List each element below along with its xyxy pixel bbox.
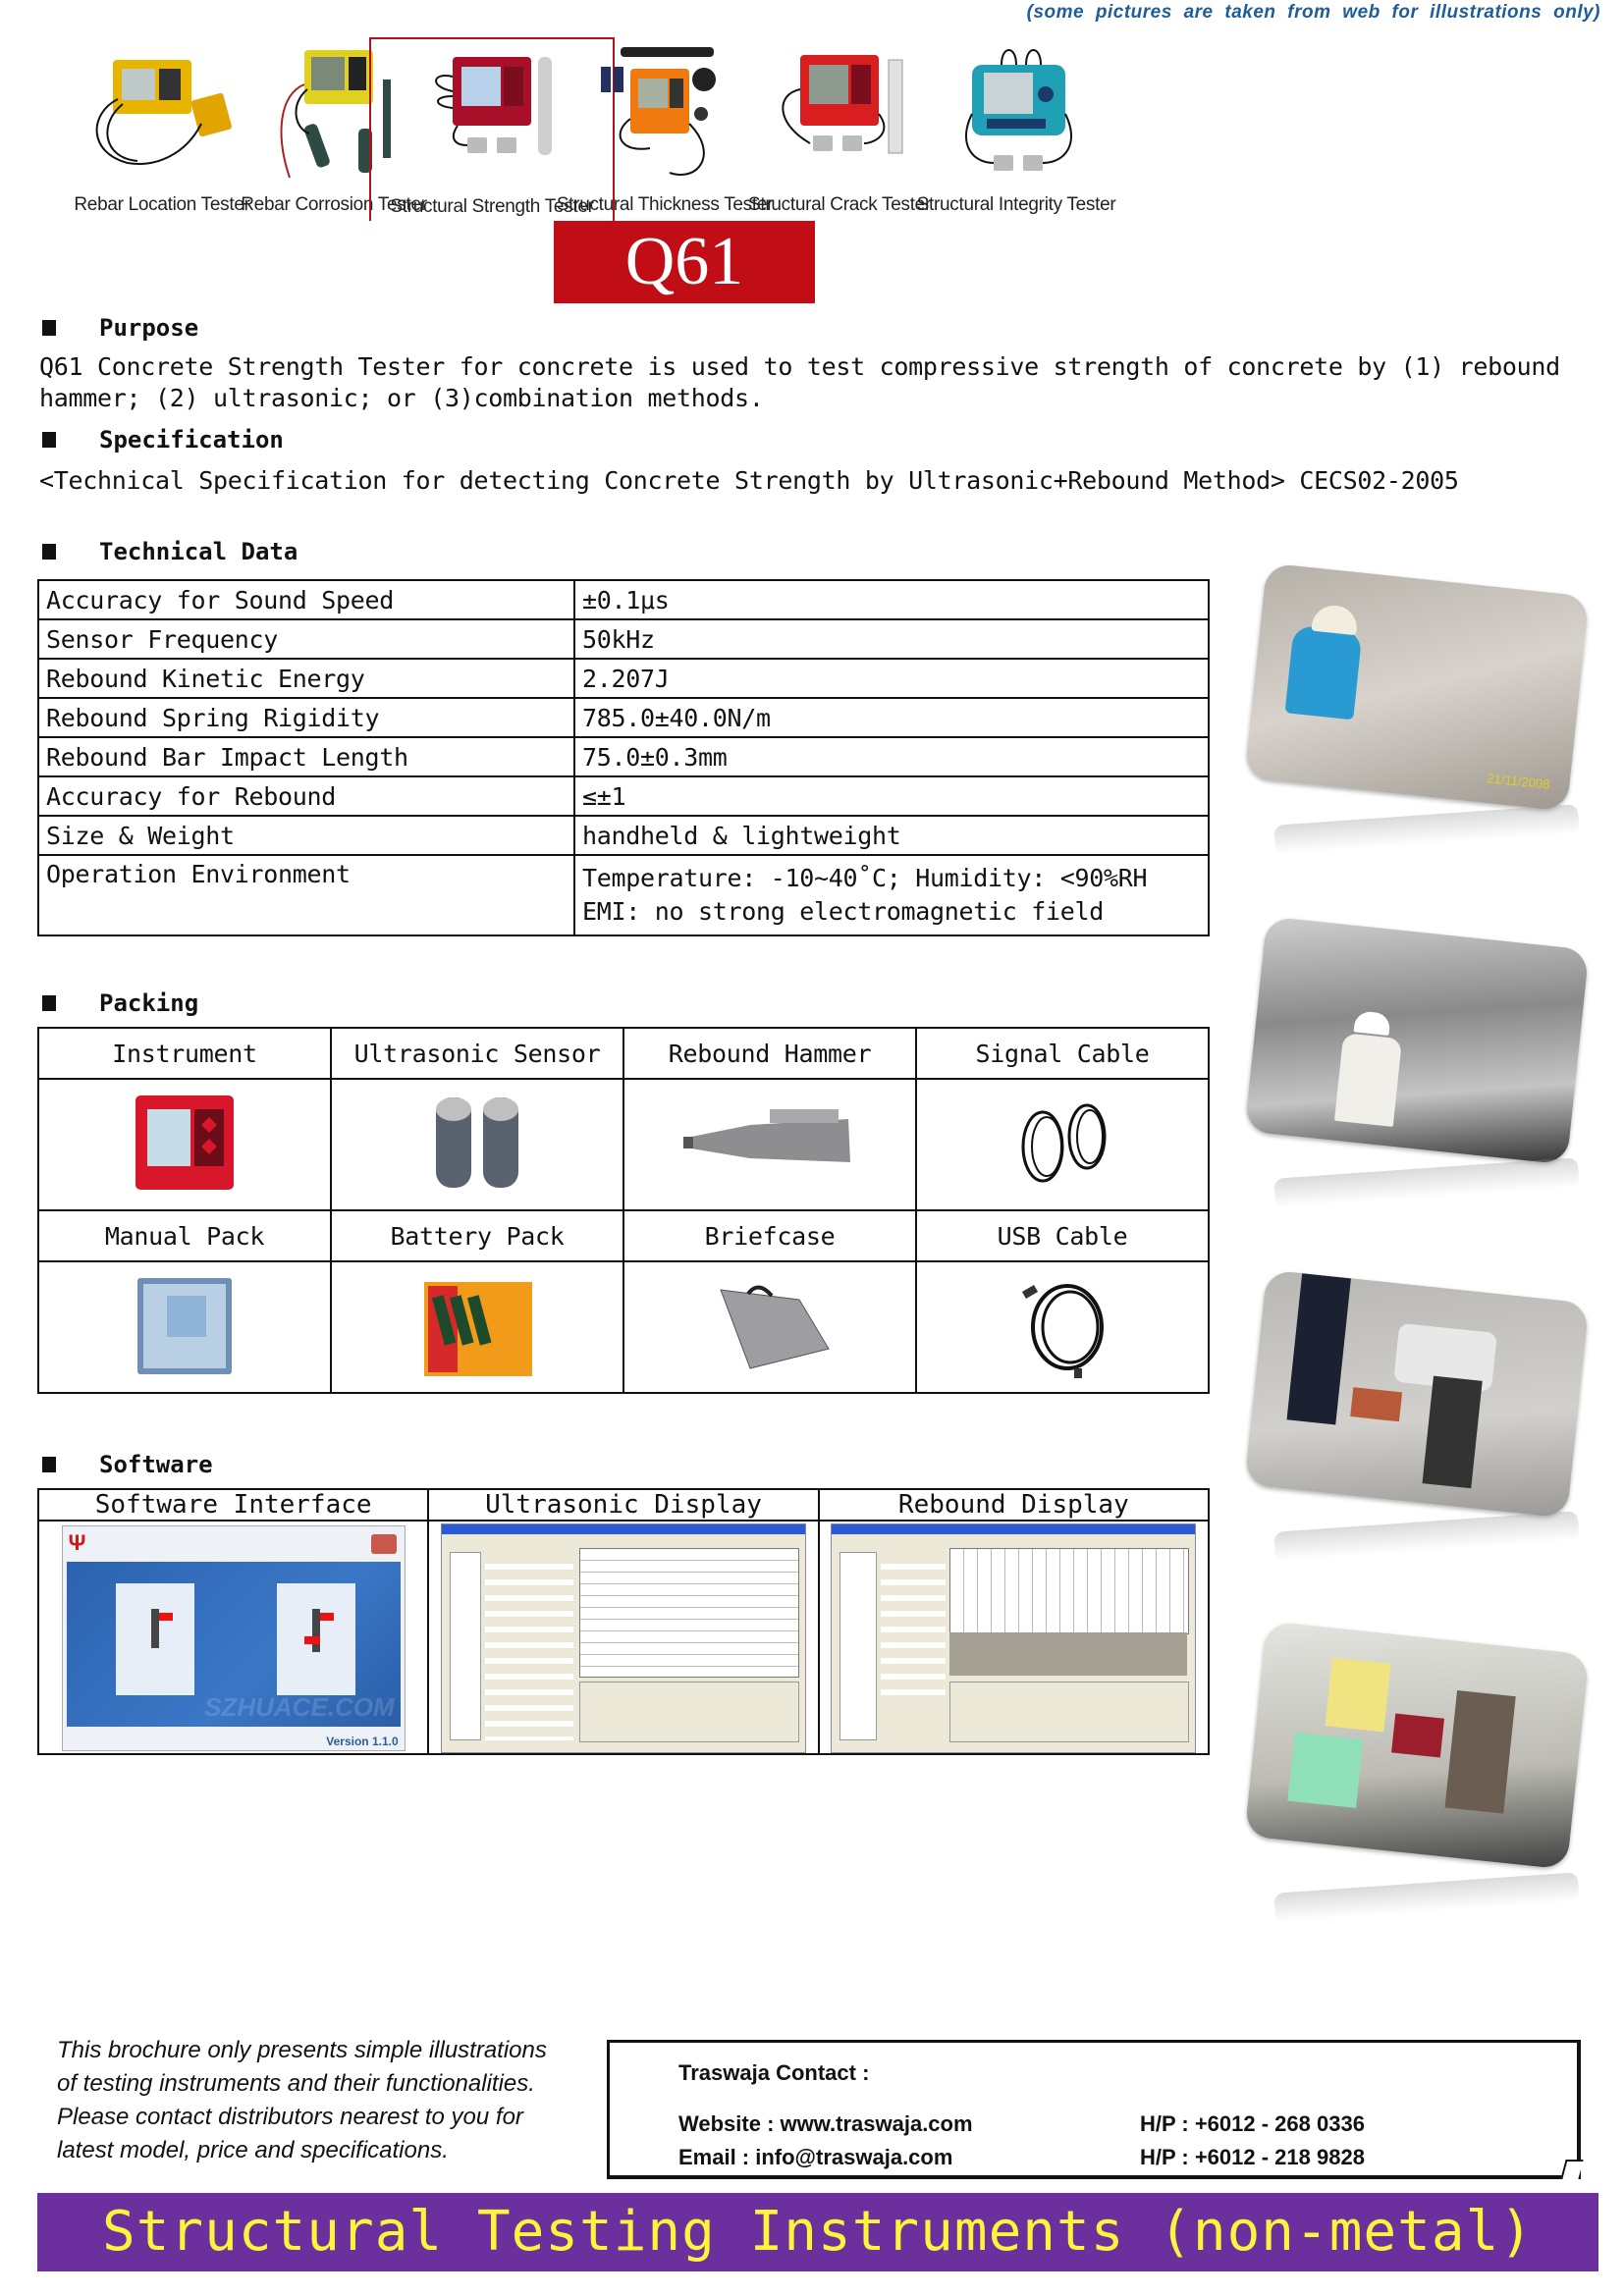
packing-image-cell	[623, 1079, 916, 1210]
photo-reflection	[1273, 1157, 1579, 1208]
rebound-display-screenshot	[819, 1521, 1209, 1754]
table-row	[38, 580, 1209, 619]
table-row	[38, 1210, 1209, 1261]
site-photo-floor-test	[1255, 1286, 1589, 1512]
contact-box	[607, 2040, 1581, 2179]
packing-image-cell	[331, 1261, 623, 1393]
section-heading-packing	[39, 989, 198, 1017]
table-row	[38, 816, 1209, 855]
usb-cable-image	[994, 1270, 1131, 1378]
spec-value: 2.207J	[574, 659, 1209, 698]
spec-value: 785.0±40.0N/m	[574, 698, 1209, 737]
product-label: Structural Strength Tester	[390, 196, 594, 217]
specification-text: <Technical Specification for detecting Concrete Strength by Ultrasonic+Rebound Method> CECS02-2005	[39, 466, 1459, 495]
footer-banner: Structural Testing Instruments (non-metal)	[37, 2193, 1598, 2271]
packing-image-cell	[331, 1079, 623, 1210]
product-label: Rebar Location Tester	[74, 194, 250, 215]
brochure-note	[57, 2034, 607, 2167]
site-photo-training	[1255, 1637, 1589, 1863]
spec-value: 50kHz	[574, 619, 1209, 659]
spec-value: ±0.1μs	[574, 580, 1209, 619]
rebound-software-button[interactable]	[116, 1583, 194, 1695]
table-row	[38, 659, 1209, 698]
table-row	[38, 1521, 1209, 1754]
photo-reflection	[1273, 1872, 1579, 1923]
section-heading-software	[39, 1451, 213, 1478]
photo-reflection	[1273, 804, 1579, 855]
packing-label: Ultrasonic Sensor	[331, 1028, 623, 1079]
disclaimer-text: (some pictures are taken from web for illustrations only)	[1026, 2, 1600, 23]
spec-key: Rebound Kinetic Energy	[38, 659, 574, 698]
contact-title: Traswaja Contact :	[678, 2060, 870, 2085]
table-row	[38, 1489, 1209, 1521]
spec-value: 75.0±0.3mm	[574, 737, 1209, 776]
version-label: Version 1.1.0	[326, 1735, 399, 1748]
spec-key: Sensor Frequency	[38, 619, 574, 659]
software-interface-screenshot	[38, 1521, 428, 1754]
note-line: This brochure only presents simple illustrations	[57, 2037, 547, 2063]
packing-heading: Packing	[99, 989, 199, 1017]
software-label: Ultrasonic Display	[428, 1489, 818, 1521]
software-heading: Software	[99, 1451, 213, 1478]
product-row	[39, 37, 1610, 302]
product-label: Structural Crack Tester	[748, 194, 931, 215]
site-photo-rebound-wall	[1255, 579, 1589, 805]
packing-label: USB Cable	[916, 1210, 1209, 1261]
bullet-icon	[42, 432, 56, 448]
spec-key: Rebound Bar Impact Length	[38, 737, 574, 776]
packing-table	[37, 1027, 1210, 1394]
spec-key: Rebound Spring Rigidity	[38, 698, 574, 737]
note-line: latest model, price and specifications.	[57, 2137, 449, 2163]
briefcase-image	[701, 1270, 839, 1378]
packing-label: Rebound Hammer	[623, 1028, 916, 1079]
watermark: SZHUACE.COM	[204, 1692, 395, 1722]
battery-pack-image	[408, 1270, 546, 1378]
app-logo-icon: Ψ	[68, 1530, 86, 1555]
spec-key: Operation Environment	[38, 855, 574, 935]
photo-reflection	[1273, 1511, 1579, 1562]
table-row	[38, 1028, 1209, 1079]
date-stamp: 21/11/2008	[1486, 771, 1551, 792]
purpose-heading: Purpose	[99, 314, 199, 342]
model-badge: Q61	[554, 221, 815, 303]
bullet-icon	[42, 320, 56, 336]
site-photo-ultrasonic-beam	[1255, 933, 1589, 1158]
technical-data-table	[37, 579, 1210, 936]
packing-image-cell	[916, 1261, 1209, 1393]
ultrasonic-display-screenshot	[428, 1521, 818, 1754]
ultrasonic-sensor-image	[408, 1088, 546, 1196]
ultrasonic-rebound-software-button[interactable]	[277, 1583, 355, 1695]
software-table	[37, 1488, 1210, 1755]
software-label: Rebound Display	[819, 1489, 1209, 1521]
packing-image-cell	[38, 1261, 331, 1393]
spec-key: Size & Weight	[38, 816, 574, 855]
purpose-text: Q61 Concrete Strength Tester for concrete is used to test compressive strength of concrete by (1) rebound hammer; (2) ultrasonic; or (3)combination methods.	[39, 352, 1560, 412]
product-structural-integrity[interactable]	[893, 37, 1139, 234]
table-row	[38, 855, 1209, 935]
structural-integrity-tester-image	[933, 45, 1100, 183]
packing-label: Signal Cable	[916, 1028, 1209, 1079]
contact-phone-2[interactable]: H/P : +6012 - 218 9828	[1140, 2145, 1365, 2169]
software-label: Software Interface	[38, 1489, 428, 1521]
rebound-hammer-image	[672, 1088, 868, 1196]
table-row	[38, 776, 1209, 816]
packing-label: Instrument	[38, 1028, 331, 1079]
product-label: Structural Integrity Tester	[916, 194, 1116, 215]
bullet-icon	[42, 1457, 56, 1472]
contact-phone-1[interactable]: H/P : +6012 - 268 0336	[1140, 2111, 1365, 2136]
packing-image-cell	[623, 1261, 916, 1393]
packing-image-cell	[38, 1079, 331, 1210]
section-heading-technical-data	[39, 538, 298, 565]
spec-value	[574, 855, 1209, 935]
spec-value-line: Temperature: -10~40˚C; Humidity: <90%RH	[582, 864, 1148, 892]
manual-pack-image	[116, 1270, 253, 1378]
technical-data-heading: Technical Data	[99, 538, 298, 565]
table-row	[38, 698, 1209, 737]
packing-image-cell	[916, 1079, 1209, 1210]
note-line: of testing instruments and their functionalities.	[57, 2070, 535, 2097]
bullet-icon	[42, 544, 56, 560]
note-line: Please contact distributors nearest to you for	[57, 2104, 523, 2130]
packing-label: Battery Pack	[331, 1210, 623, 1261]
contact-website[interactable]: Website : www.traswaja.com	[678, 2111, 973, 2136]
contact-email[interactable]: Email : info@traswaja.com	[678, 2145, 953, 2169]
packing-label: Manual Pack	[38, 1210, 331, 1261]
spec-value: handheld & lightweight	[574, 816, 1209, 855]
bullet-icon	[42, 995, 56, 1011]
table-row	[38, 619, 1209, 659]
table-row	[38, 737, 1209, 776]
spec-key: Accuracy for Sound Speed	[38, 580, 574, 619]
section-heading-purpose	[39, 314, 198, 342]
page-curl-icon	[1560, 2160, 1583, 2179]
product-label: Structural Thickness Tester	[556, 194, 774, 215]
product-label: Rebar Corrosion Tester	[241, 194, 427, 215]
spec-value: ≤±1	[574, 776, 1209, 816]
spec-key: Accuracy for Rebound	[38, 776, 574, 816]
spec-value-line: EMI: no strong electromagnetic field	[582, 897, 1105, 926]
instrument-image	[116, 1088, 253, 1196]
section-heading-specification	[39, 426, 284, 454]
table-row	[38, 1261, 1209, 1393]
specification-heading: Specification	[99, 426, 284, 454]
close-icon[interactable]	[371, 1534, 397, 1554]
packing-label: Briefcase	[623, 1210, 916, 1261]
table-row	[38, 1079, 1209, 1210]
signal-cable-image	[994, 1088, 1131, 1196]
